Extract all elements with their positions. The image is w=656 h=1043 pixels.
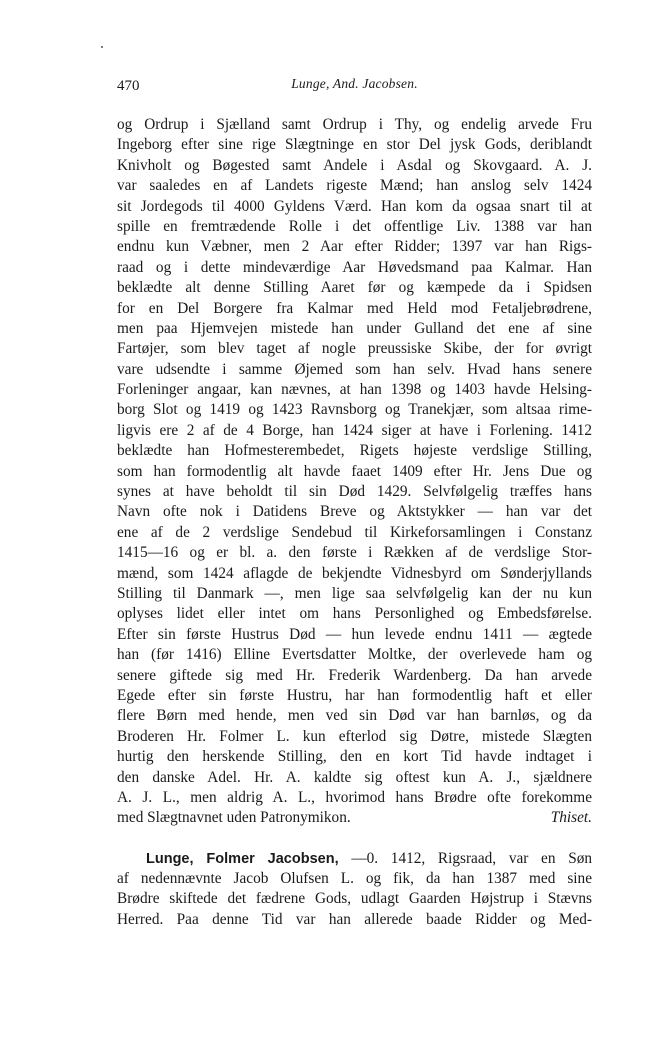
- text-line: sit Jordegods til 4000 Gyldens Værd. Han kom da ogsaa snart til at: [117, 197, 592, 215]
- running-head: Lunge, And. Jacobsen.: [291, 76, 418, 91]
- text-line: Herred. Paa denne Tid var han allerede baade Ridder og Med-: [117, 910, 592, 928]
- text-line: oplyses lidet eller intet om hans Personlighed og Embedsførelse.: [117, 605, 592, 623]
- text-line: Stilling til Danmark —, men lige saa selvfølgelig kan der nu kun: [117, 584, 592, 602]
- text-line: endnu kun Væbner, men 2 Aar efter Ridder; 1397 var han Rigs-: [117, 238, 592, 256]
- text-line: var saaledes en af Landets rigeste Mænd; han anslog selv 1424: [117, 177, 592, 195]
- article-last-line-text: med Slægtnavnet uden Patronymikon.: [117, 809, 351, 827]
- text-line: Fartøjer, som blev taget af nogle preussiske Skibe, der for øvrigt: [117, 340, 592, 358]
- entry-gap: [117, 829, 592, 849]
- article-continuation: [117, 115, 592, 808]
- text-line: beklædte alt denne Stilling Aaret før og kæmpede da i Spidsen: [117, 279, 592, 297]
- text-line: Egede efter sin første Hustru, har han formodentlig haft et eller: [117, 686, 592, 704]
- text-line: 1415—16 og er bl. a. den første i Rækken af de verdslige Stor-: [117, 544, 592, 562]
- body-text: [117, 115, 592, 930]
- text-line: Brødre skiftede det fædrene Gods, udlagt Gaarden Højstrup i Stævns: [117, 890, 592, 908]
- text-line: mænd, som 1424 aflagde de bekjendte Vidnesbyrd om Sønderjyllands: [117, 564, 592, 582]
- text-line: senere giftede sig med Hr. Frederik Wardenberg. Da han arvede: [117, 666, 592, 684]
- text-line: som han formodentlig alt havde faaet 1409 efter Hr. Jens Due og: [117, 462, 592, 480]
- text-line: spille en fremtrædende Rolle i det offentlige Liv. 1388 var han: [117, 217, 592, 235]
- page-number: 470: [117, 78, 140, 94]
- text-line: men paa Hjemvejen mistede han under Gulland det ene af sine: [117, 319, 592, 337]
- print-speck: [101, 46, 103, 48]
- text-line: for en Del Borgere fra Kalmar med Held mod Fetaljebrødrene,: [117, 299, 592, 317]
- text-line: vare udsendte i samme Øjemed som han selv. Hvad hans senere: [117, 360, 592, 378]
- text-line: Efter sin første Hustrus Død — hun levede endnu 1411 — ægtede: [117, 625, 592, 643]
- text-line: raad og i dette mindeværdige Aar Høvedsmand paa Kalmar. Han: [117, 258, 592, 276]
- text-line: og Ordrup i Sjælland samt Ordrup i Thy, og endelig arvede Fru: [117, 116, 592, 133]
- text-line: han (før 1416) Elline Evertsdatter Moltke, der overlevede ham og: [117, 646, 592, 664]
- entry-first-line-rest: —0. 1412, Rigsraad, var en Søn: [338, 849, 592, 867]
- text-line: ligvis ere 2 af de 4 Borge, han 1424 siger at have i Forlening. 1412: [117, 421, 592, 439]
- author-signature: Thiset.: [550, 809, 592, 827]
- text-line: beklædte han Hofmesterembedet, Rigets højeste verdslige Stilling,: [117, 442, 592, 460]
- text-line: Ingeborg efter sine rige Slægtninge en stor Del jysk Gods, deriblandt: [117, 136, 592, 154]
- text-line: af nedennævnte Jacob Olufsen L. og fik, da han 1387 med sine: [117, 870, 592, 888]
- entry-first-line: [117, 849, 592, 869]
- text-line: Forleninger angaar, kan nævnes, at han 1398 og 1403 havde Helsing-: [117, 381, 592, 399]
- text-line: ene af de 2 verdslige Sendebud til Kirkeforsamlingen i Constanz: [117, 523, 592, 541]
- text-line: borg Slot og 1419 og 1423 Ravnsborg og Tranekjær, som altsaa rime-: [117, 401, 592, 419]
- next-entry-body: [117, 869, 592, 930]
- text-line: hurtig den herskende Stilling, den en kort Tid havde indtaget i: [117, 748, 592, 766]
- text-line: Knivholt og Bøgested samt Andele i Asdal og Skovgaard. A. J.: [117, 156, 592, 174]
- text-line: Navn ofte nok i Datidens Breve og Aktstykker — han var det: [117, 503, 592, 521]
- text-line: synes at have beholdt til sin Død 1429. Selvfølgelig træffes hans: [117, 483, 592, 501]
- text-line: Broderen Hr. Folmer L. kun efterlod sig Døtre, mistede Slægten: [117, 727, 592, 745]
- text-line: flere Børn med hende, men ved sin Død var han barnløs, og da: [117, 707, 592, 725]
- text-line: A. J. L., men aldrig A. L., hvorimod hans Brødre ofte forekomme: [117, 788, 592, 806]
- text-line: den danske Adel. Hr. A. kaldte sig oftest kun A. J., sjældnere: [117, 768, 592, 786]
- entry-heading: Lunge, Folmer Jacobsen,: [146, 850, 339, 867]
- page-header: [117, 78, 592, 100]
- article-last-line: [117, 808, 592, 828]
